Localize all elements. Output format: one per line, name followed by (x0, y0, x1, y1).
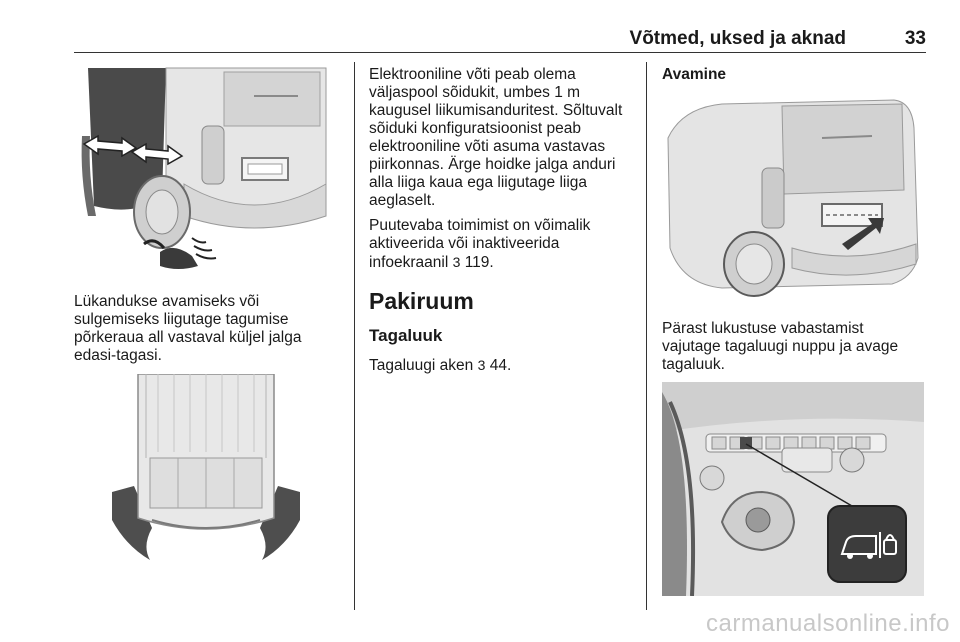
page-reference-link[interactable]: 44. (489, 357, 512, 374)
column-divider-2 (646, 62, 647, 610)
paragraph-text: Tagaluugi aken (369, 357, 474, 374)
figure-top-view-sensor-zones (112, 374, 300, 560)
watermark: carmanualsonline.info (706, 610, 950, 637)
paragraph-line: aeglaselt. (369, 192, 436, 209)
paragraph-tailgate-window (369, 356, 511, 375)
page-reference-icon: 3 (452, 254, 461, 270)
paragraph-line: väljaspool sõidukit, umbes 1 m (369, 84, 581, 101)
page-reference-icon: 3 (477, 357, 486, 373)
paragraph-line: aktiveerida või inaktiveerida (369, 235, 560, 252)
paragraph-line: elektrooniline võti asuma vastavas (369, 138, 606, 155)
paragraph-line: piirkonnas. Ärge hoidke jalga anduri (369, 156, 616, 173)
heading-tagaluuk: Tagaluuk (369, 326, 443, 345)
figure-dashboard-tailgate-button (662, 382, 924, 596)
paragraph-line: infoekraanil (369, 254, 449, 271)
figure-van-rear-tailgate (662, 98, 924, 298)
paragraph-touchless-info (369, 217, 590, 272)
page-header (74, 28, 926, 50)
caption-line: Pärast lukustuse vabastamist (662, 320, 864, 337)
caption-line: sulgemiseks liigutage tagumise (74, 311, 289, 328)
caption-line: tagaluuk. (662, 356, 725, 373)
section-title: Võtmed, uksed ja aknad (629, 28, 846, 49)
caption-sliding-door (74, 293, 301, 365)
caption-line: põrkeraua all vastaval küljel jalga (74, 329, 302, 346)
heading-pakiruum: Pakiruum (369, 288, 474, 314)
caption-line: Lükandukse avamiseks või (74, 293, 260, 310)
heading-avamine: Avamine (662, 66, 727, 83)
paragraph-line: Puutevaba toimimist on võimalik (369, 217, 591, 234)
page-number: 33 (904, 28, 926, 49)
paragraph-key-distance (369, 66, 622, 210)
header-rule (74, 52, 926, 53)
column-divider-1 (354, 62, 355, 610)
paragraph-line: sõiduki konfiguratsioonist peab (369, 120, 581, 137)
paragraph-line: alla liiga kaua ega liigutage liiga (369, 174, 588, 191)
caption-tailgate-open (662, 320, 898, 374)
caption-line: vajutage tagaluugi nuppu ja avage (662, 338, 899, 355)
figure-sliding-door-foot-sensor (74, 66, 330, 274)
page-reference-link[interactable]: 119. (464, 254, 494, 271)
paragraph-line: Elektrooniline võti peab olema (369, 66, 576, 83)
caption-line: edasi-tagasi. (74, 347, 162, 364)
paragraph-line: kaugusel liikumisanduritest. Sõltuvalt (369, 102, 623, 119)
